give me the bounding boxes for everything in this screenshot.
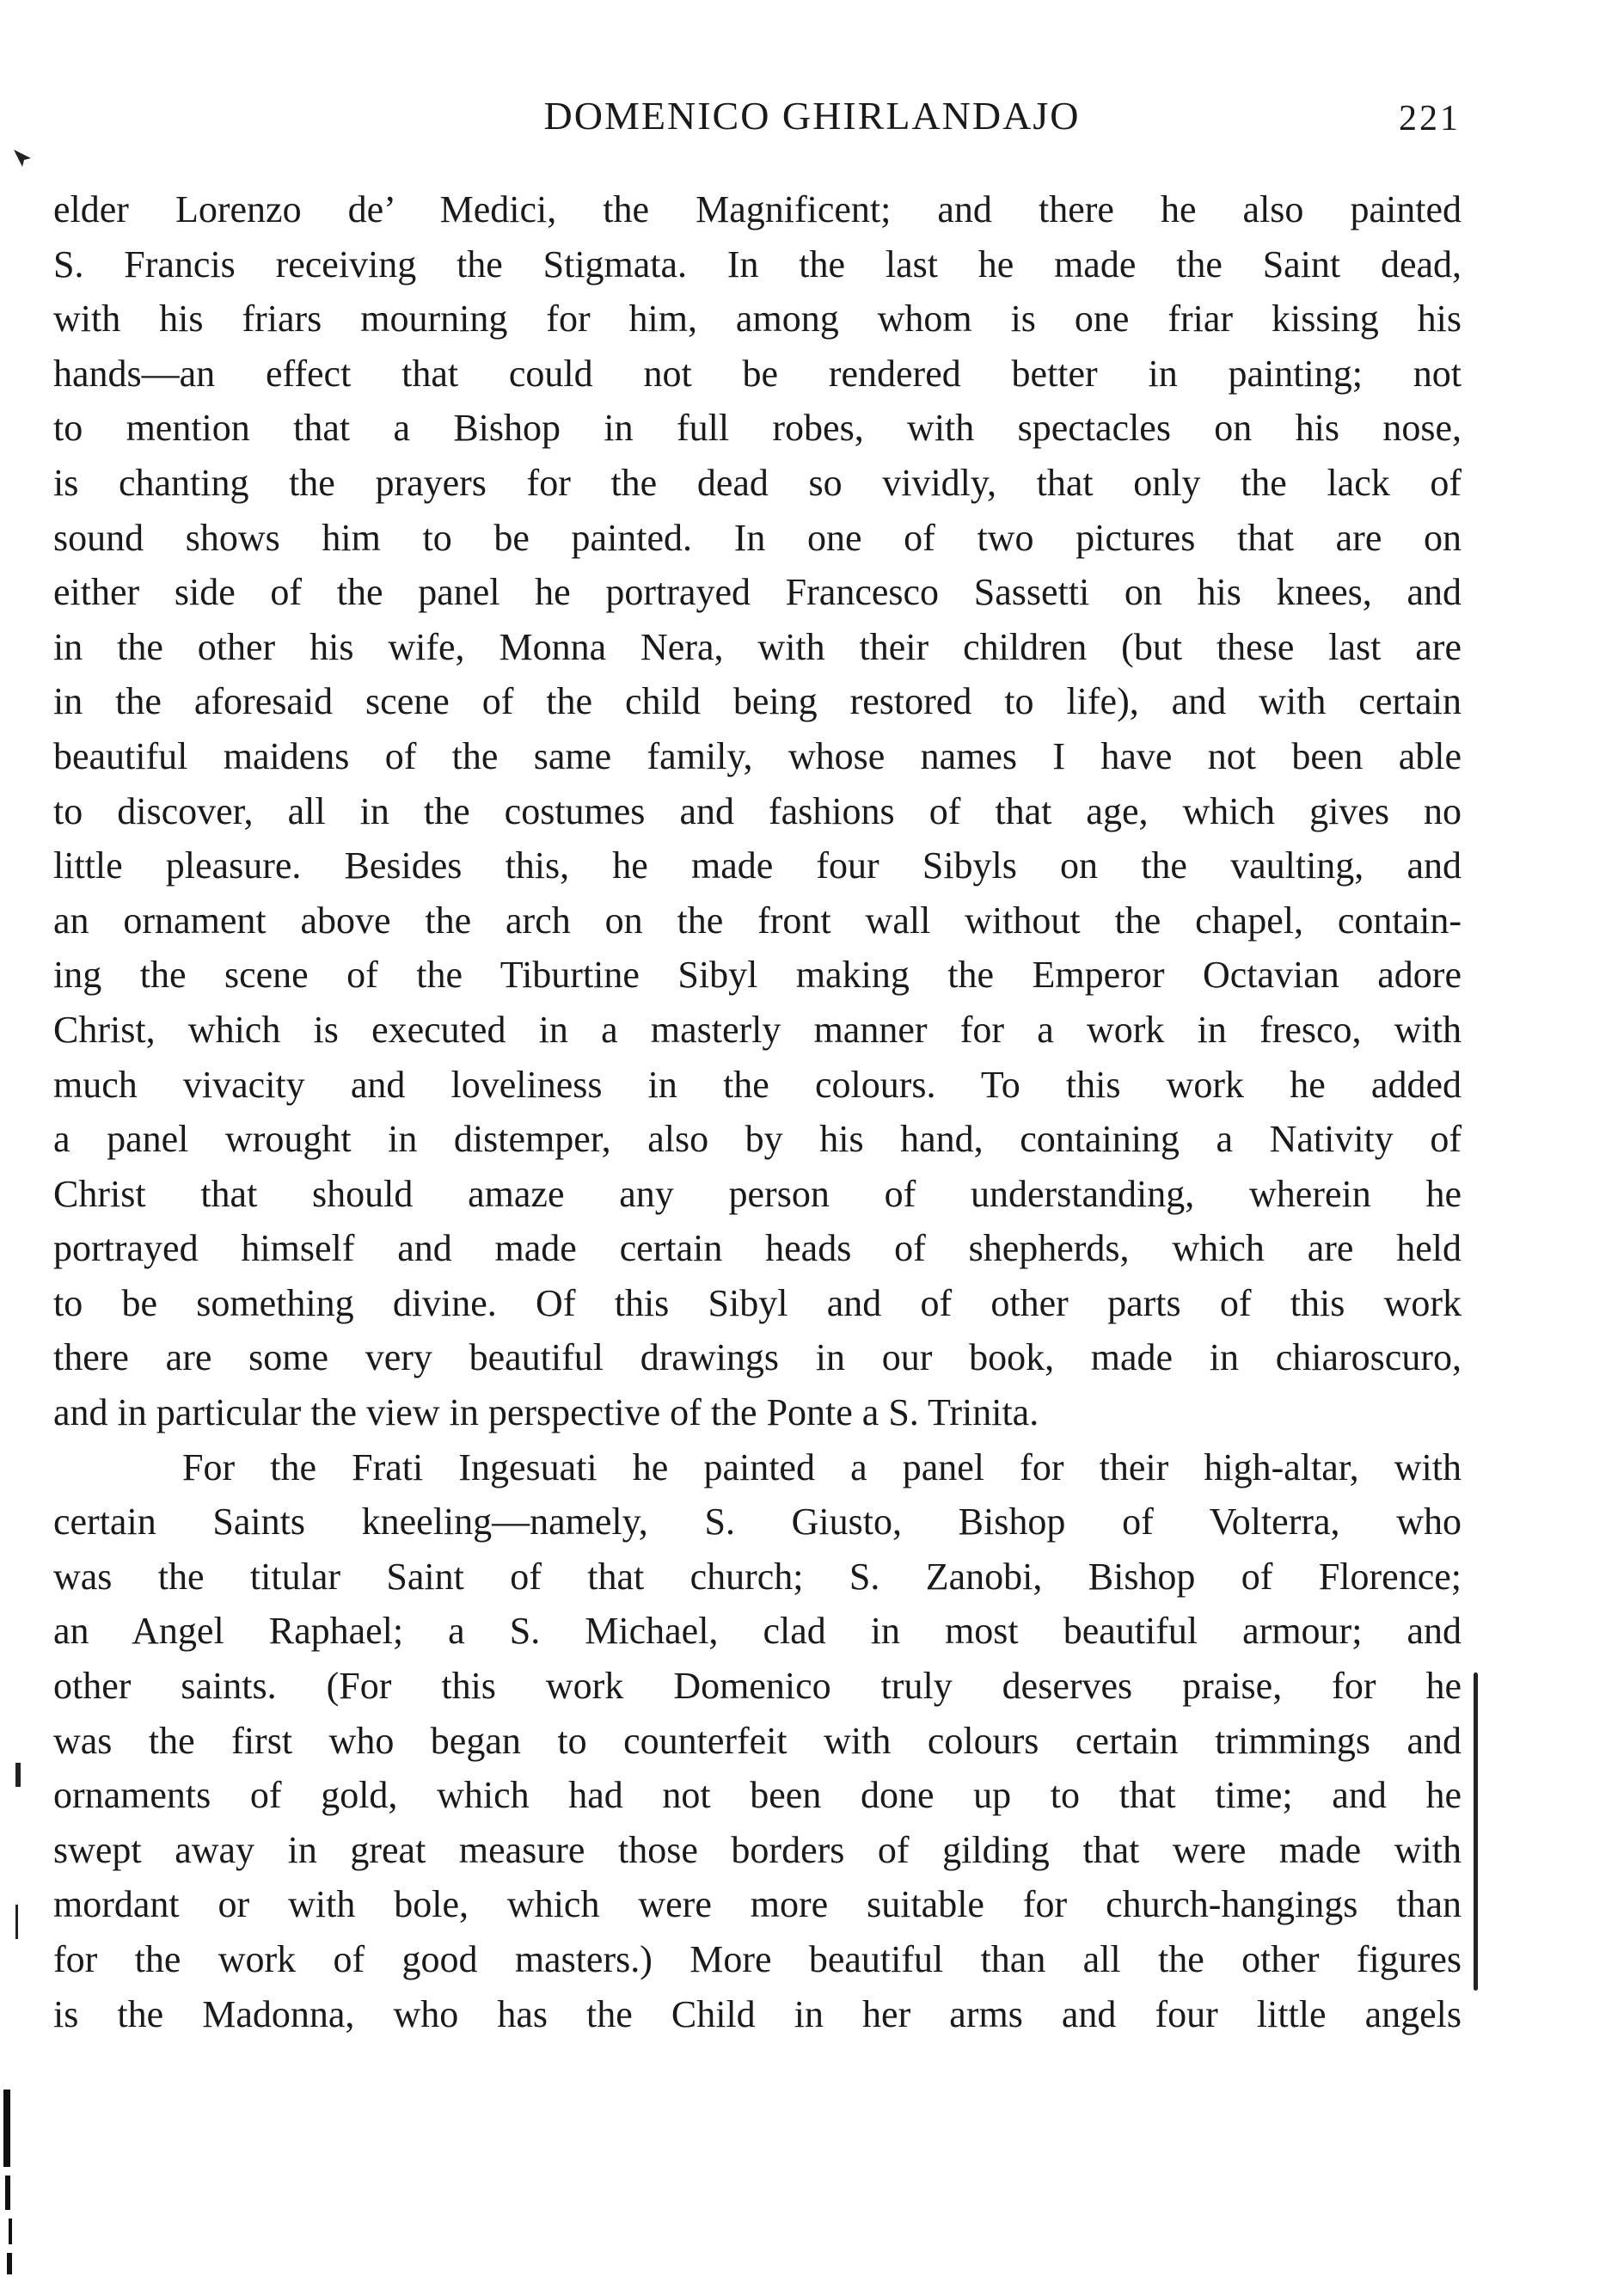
text-line: and in particular the view in perspective of the Ponte a S. Trinita. xyxy=(53,1391,1039,1434)
text-line: ing the scene of the Tiburtine Sibyl making the Emperor Octavian adore xyxy=(53,954,1462,997)
text-line: S. Francis receiving the Stigmata. In the last he made the Saint dead, xyxy=(53,242,1462,285)
text-line: hands—an effect that could not be rendered better in painting; not xyxy=(53,352,1462,395)
text-line: to be something divine. Of this Sibyl and of other parts of this work xyxy=(53,1281,1462,1324)
text-line: other saints. (For this work Domenico truly deserves praise, for he xyxy=(53,1665,1462,1708)
margin-tick-mark xyxy=(15,1763,21,1787)
text-line: ornaments of gold, which had not been done up to that time; and he xyxy=(53,1774,1462,1817)
margin-marking-bar xyxy=(1474,1672,1478,1991)
text-line: sound shows him to be painted. In one of two pictures that are on xyxy=(53,516,1462,559)
text-line: with his friars mourning for him, among whom is one friar kissing his xyxy=(53,298,1462,341)
running-head xyxy=(0,93,1624,144)
text-line: is chanting the prayers for the dead so vividly, that only the lack of xyxy=(53,461,1462,504)
text-line: in the aforesaid scene of the child being restored to life), and with certain xyxy=(53,680,1462,723)
text-line: is the Madonna, who has the Child in her arms and four little angels xyxy=(53,1992,1462,2035)
text-line: to mention that a Bishop in full robes, with spectacles on his nose, xyxy=(53,407,1462,450)
running-title: DOMENICO GHIRLANDAJO xyxy=(543,94,1081,138)
scan-edge-marks xyxy=(0,2081,34,2283)
margin-tick-mark xyxy=(15,1905,18,1939)
text-line: Christ, which is executed in a masterly manner for a work in fresco, with xyxy=(53,1008,1462,1051)
text-line: in the other his wife, Monna Nera, with their children (but these last are xyxy=(53,625,1462,668)
text-line: much vivacity and loveliness in the colours. To this work he added xyxy=(53,1063,1462,1106)
text-line: little pleasure. Besides this, he made four Sibyls on the vaulting, and xyxy=(53,844,1462,887)
text-line: for the work of good masters.) More beautiful than all the other figures xyxy=(53,1938,1462,1980)
text-line: there are some very beautiful drawings in our book, made in chiaroscuro, xyxy=(53,1336,1462,1379)
text-line: elder Lorenzo de’ Medici, the Magnificent; and there he also painted xyxy=(53,188,1462,230)
text-line: certain Saints kneeling—namely, S. Giusto, Bishop of Volterra, who xyxy=(53,1501,1462,1543)
text-line: was the first who began to counterfeit with colours certain trimmings and xyxy=(53,1719,1462,1762)
text-line: For the Frati Ingesuati he painted a panel for their high-altar, with xyxy=(182,1445,1462,1488)
body-text xyxy=(53,182,1462,2041)
text-line: an ornament above the arch on the front wall without the chapel, contain- xyxy=(53,899,1462,942)
text-line: Christ that should amaze any person of understanding, wherein he xyxy=(53,1172,1462,1215)
text-line: to discover, all in the costumes and fashions of that age, which gives no xyxy=(53,789,1462,832)
text-line: swept away in great measure those borders of gilding that were made with xyxy=(53,1828,1462,1871)
text-line: an Angel Raphael; a S. Michael, clad in most beautiful armour; and xyxy=(53,1610,1462,1653)
page-number: 221 xyxy=(1399,99,1461,138)
text-line: a panel wrought in distemper, also by his hand, containing a Nativity of xyxy=(53,1118,1462,1161)
text-line: beautiful maidens of the same family, whose names I have not been able xyxy=(53,734,1462,777)
text-line: mordant or with bole, which were more suitable for church-hangings than xyxy=(53,1883,1462,1926)
text-line: either side of the panel he portrayed Francesco Sassetti on his knees, and xyxy=(53,571,1462,614)
text-line: was the titular Saint of that church; S. Zanobi, Bishop of Florence; xyxy=(53,1555,1462,1598)
text-line: portrayed himself and made certain heads of shepherds, which are held xyxy=(53,1227,1462,1270)
pencil-arrow-mark-icon xyxy=(12,146,34,169)
